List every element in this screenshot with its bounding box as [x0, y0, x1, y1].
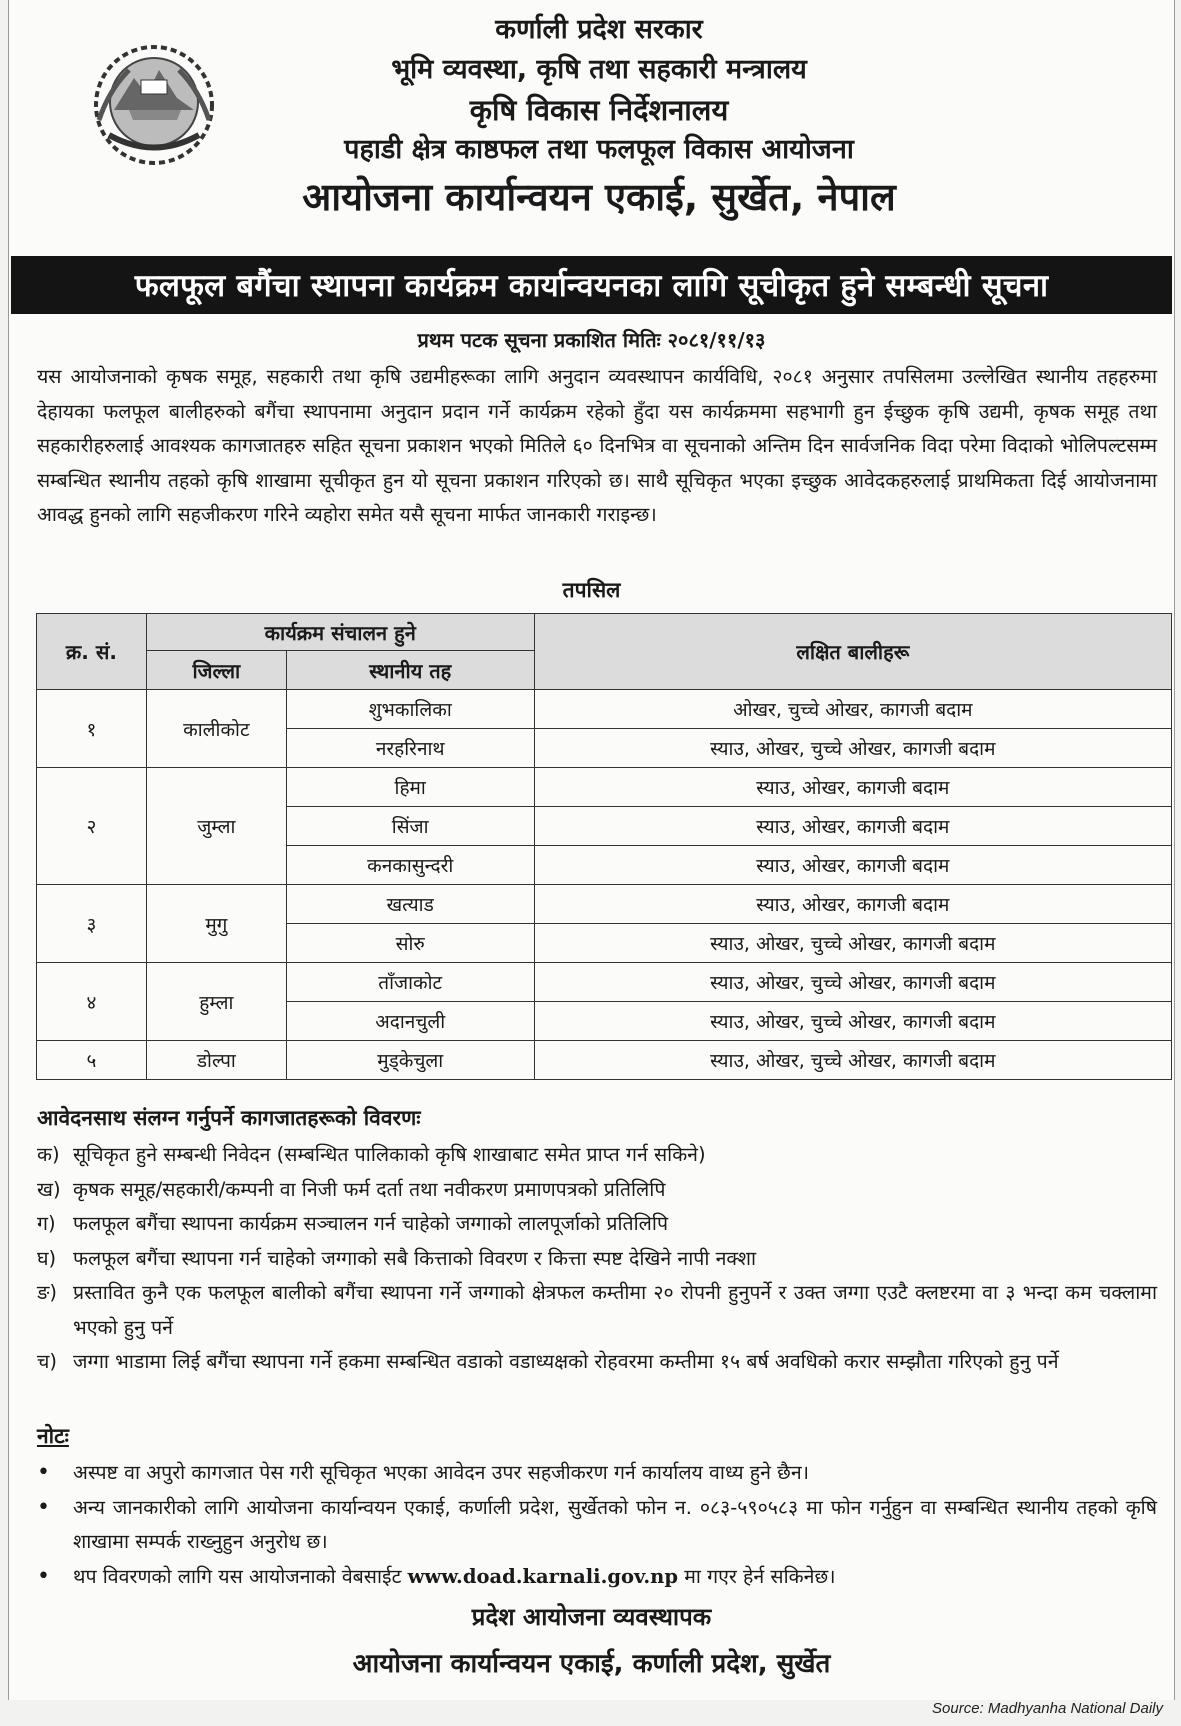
cell-crops: स्याउ, ओखर, चुच्चे ओखर, कागजी बदाम — [534, 963, 1171, 1002]
cell-crops: स्याउ, ओखर, चुच्चे ओखर, कागजी बदाम — [534, 924, 1171, 963]
cell-district: हुम्ला — [146, 963, 286, 1041]
cell-district: जुम्ला — [146, 768, 286, 885]
header-directorate: कृषि विकास निर्देशनालय — [469, 93, 729, 127]
cell-local: नरहरिनाथ — [286, 729, 534, 768]
header-project: पहाडी क्षेत्र काष्ठफल तथा फलफूल विकास आयोजना — [344, 134, 854, 165]
table-row — [37, 963, 1172, 1002]
schedule-table — [36, 613, 1172, 1080]
cell-local: शुभकालिका — [286, 690, 534, 729]
item-letter: ङ) — [37, 1281, 58, 1304]
item-letter: च) — [37, 1350, 57, 1373]
col-sn: क्र. सं. — [37, 614, 147, 690]
cell-crops: स्याउ, ओखर, कागजी बदाम — [534, 807, 1171, 846]
cell-sn: २ — [37, 768, 147, 885]
item-text: फलफूल बगैंचा स्थापना गर्न चाहेको जग्गाको सबै कित्ताको विवरण र कित्ता स्पष्ट देखिने नापी नक्शा — [73, 1246, 757, 1270]
list-item — [37, 1138, 1157, 1173]
list-item — [37, 1242, 1157, 1277]
cell-local: हिमा — [286, 768, 534, 807]
note-text: अन्य जानकारीको लागि आयोजना कार्यान्वयन एकाई, कर्णाली प्रदेश, सुर्खेतको फोन न. ०८३-५९०५८३ मा फोन गर्नुहुन वा सम्बन्धित स्थानीय तहको कृषि शाखामा सम्पर्क राख्नुहुन अनुरोध छ। — [73, 1495, 1157, 1553]
item-text: कृषक समूह/सहकारी/कम्पनी वा निजी फर्म दर्ता तथा नवीकरण प्रमाणपत्रको प्रतिलिपि — [73, 1177, 666, 1201]
cell-local: सोरु — [286, 924, 534, 963]
cell-crops: स्याउ, ओखर, कागजी बदाम — [534, 885, 1171, 924]
schedule-heading: तपसिल — [562, 578, 621, 602]
bullet-icon: • — [37, 1563, 50, 1589]
cell-crops: स्याउ, ओखर, कागजी बदाम — [534, 768, 1171, 807]
cell-sn: ४ — [37, 963, 147, 1041]
item-letter: ख) — [37, 1177, 61, 1201]
cell-local: मुड्केचुला — [286, 1041, 534, 1080]
col-local-level: स्थानीय तह — [286, 651, 534, 690]
cell-crops: स्याउ, ओखर, चुच्चे ओखर, कागजी बदाम — [534, 1041, 1171, 1080]
intro-paragraph: यस आयोजनाको कृषक समूह, सहकारी तथा कृषि उद्यमीहरूका लागि अनुदान व्यवस्थापन कार्यविधि, २०८१ अनुसार तपसिलमा उल्लेखित स्थानीय तहहरुमा देहायका फलफूल बालीहरुको बगैंचा स्थापनामा अनुदान प्रदान गर्ने कार्यक्रम रहेको हुँदा यस कार्यक्रममा सहभागी हुन ईच्छुक कृषि उद्यमी, कृषक समूह तथा सहकारीहरुलाई आवश्यक कागजातहरु सहित सूचना प्रकाशन भएको मितिले ६० दिनभित्र वा सूचनाको अन्तिम दिन सार्वजनिक विदा परेमा विदाको भोलिपल्टसम्म सम्बन्धित स्थानीय तहको कृषि शाखामा सूचीकृत हुन यो सूचना प्रकाशन गरिएको छ। साथै सूचिकृत भएका इच्छुक आवेदकहरुलाई प्राथमिकता दिई आयोजनामा आवद्ध हुनको लागि सहजीकरण गरिने व्यहोरा समेत यसै सूचना मार्फत जानकारी गराइन्छ। — [37, 365, 1157, 526]
cell-local: कनकासुन्दरी — [286, 846, 534, 885]
website-link[interactable]: www.doad.karnali.gov.np — [407, 1564, 678, 1588]
cell-local: सिंजा — [286, 807, 534, 846]
note-text: अस्पष्ट वा अपुरो कागजात पेस गरी सूचिकृत भएका आवेदन उपर सहजीकरण गर्न कार्यालय वाध्य हुने छैन। — [73, 1461, 810, 1484]
requirements-list — [37, 1138, 1157, 1380]
col-program: कार्यक्रम संचालन हुने — [146, 614, 534, 651]
note-text-post: मा गएर हेर्न सकिनेछ। — [684, 1564, 836, 1588]
list-item — [37, 1173, 1157, 1208]
col-crops: लक्षित बालीहरू — [534, 614, 1171, 690]
cell-district: कालीकोट — [146, 690, 286, 768]
cell-local: अदानचुली — [286, 1002, 534, 1041]
item-text: जग्गा भाडामा लिई बगैंचा स्थापना गर्ने हकमा सम्बन्धित वडाको वडाध्यक्षको रोहवरमा कम्तीमा १५ बर्ष अवधिको करार सम्झौता गरिएको हुनु पर्ने — [73, 1350, 1059, 1373]
list-item — [37, 1560, 1157, 1595]
cell-local: ताँजाकोट — [286, 963, 534, 1002]
publish-date: प्रथम पटक सूचना प्रकाशित मितिः २०८१/११/१३ — [417, 328, 766, 352]
cell-local: खत्याड — [286, 885, 534, 924]
header-unit: आयोजना कार्यान्वयन एकाई, सुर्खेत, नेपाल — [302, 175, 896, 219]
list-item — [37, 1345, 1157, 1380]
header — [189, 10, 1009, 224]
requirements-title: आवेदनसाथ संलग्न गर्नुपर्ने कागजातहरूको विवरणः — [37, 1106, 421, 1130]
cell-crops: स्याउ, ओखर, कागजी बदाम — [534, 846, 1171, 885]
item-letter: घ) — [37, 1246, 57, 1270]
item-text: सूचिकृत हुने सम्बन्धी निवेदन (सम्बन्धित पालिकाको कृषि शाखाबाट समेत प्राप्त गर्न सकिने) — [73, 1143, 706, 1166]
list-item — [37, 1491, 1157, 1560]
list-item — [37, 1276, 1157, 1345]
source-credit: Source: Madhyanha National Daily — [932, 1700, 1163, 1717]
cell-district: डोल्पा — [146, 1041, 286, 1080]
col-district: जिल्ला — [146, 651, 286, 690]
notes-title: नोटः — [37, 1424, 69, 1448]
header-province: कर्णाली प्रदेश सरकार — [495, 14, 703, 45]
notice-page — [8, 0, 1175, 1700]
cell-crops: स्याउ, ओखर, चुच्चे ओखर, कागजी बदाम — [534, 1002, 1171, 1041]
bullet-icon: • — [37, 1460, 50, 1485]
item-text: फलफूल बगैंचा स्थापना कार्यक्रम सञ्चालन गर्न चाहेको जग्गाको लालपूर्जाको प्रतिलिपि — [73, 1212, 669, 1235]
header-ministry: भूमि व्यवस्था, कृषि तथा सहकारी मन्त्रालय — [391, 54, 807, 85]
cell-crops: स्याउ, ओखर, चुच्चे ओखर, कागजी बदाम — [534, 729, 1171, 768]
table-row — [37, 690, 1172, 729]
cell-crops: ओखर, चुच्चे ओखर, कागजी बदाम — [534, 690, 1171, 729]
cell-sn: ५ — [37, 1041, 147, 1080]
list-item — [37, 1456, 1157, 1491]
table-row — [37, 768, 1172, 807]
item-text: प्रस्तावित कुनै एक फलफूल बालीको बगैंचा स्थापना गर्ने जग्गाको क्षेत्रफल कम्तीमा २० रोपनी हुनुपर्ने र उक्त जग्गा एउटै क्लष्टरमा वा ३ भन्दा कम चक्लामा भएको हुनु पर्ने — [73, 1281, 1157, 1339]
list-item — [37, 1207, 1157, 1242]
table-row — [37, 885, 1172, 924]
notes-list — [37, 1456, 1157, 1594]
notice-banner: फलफूल बगैंचा स्थापना कार्यक्रम कार्यान्वयनका लागि सूचीकृत हुने सम्बन्धी सूचना — [11, 256, 1172, 314]
note-text-pre: थप विवरणको लागि यस आयोजनाको वेबसाईट — [73, 1564, 402, 1588]
cell-district: मुगु — [146, 885, 286, 963]
note-text — [73, 1560, 1157, 1595]
signatory-office: आयोजना कार्यान्वयन एकाई, कर्णाली प्रदेश, सुर्खेत — [352, 1649, 831, 1679]
signatory-title: प्रदेश आयोजना व्यवस्थापक — [471, 1603, 712, 1631]
cell-sn: १ — [37, 690, 147, 768]
item-letter: क) — [37, 1143, 60, 1166]
table-row — [37, 1041, 1172, 1080]
cell-sn: ३ — [37, 885, 147, 963]
bullet-icon: • — [37, 1494, 50, 1520]
item-letter: ग) — [37, 1212, 56, 1235]
